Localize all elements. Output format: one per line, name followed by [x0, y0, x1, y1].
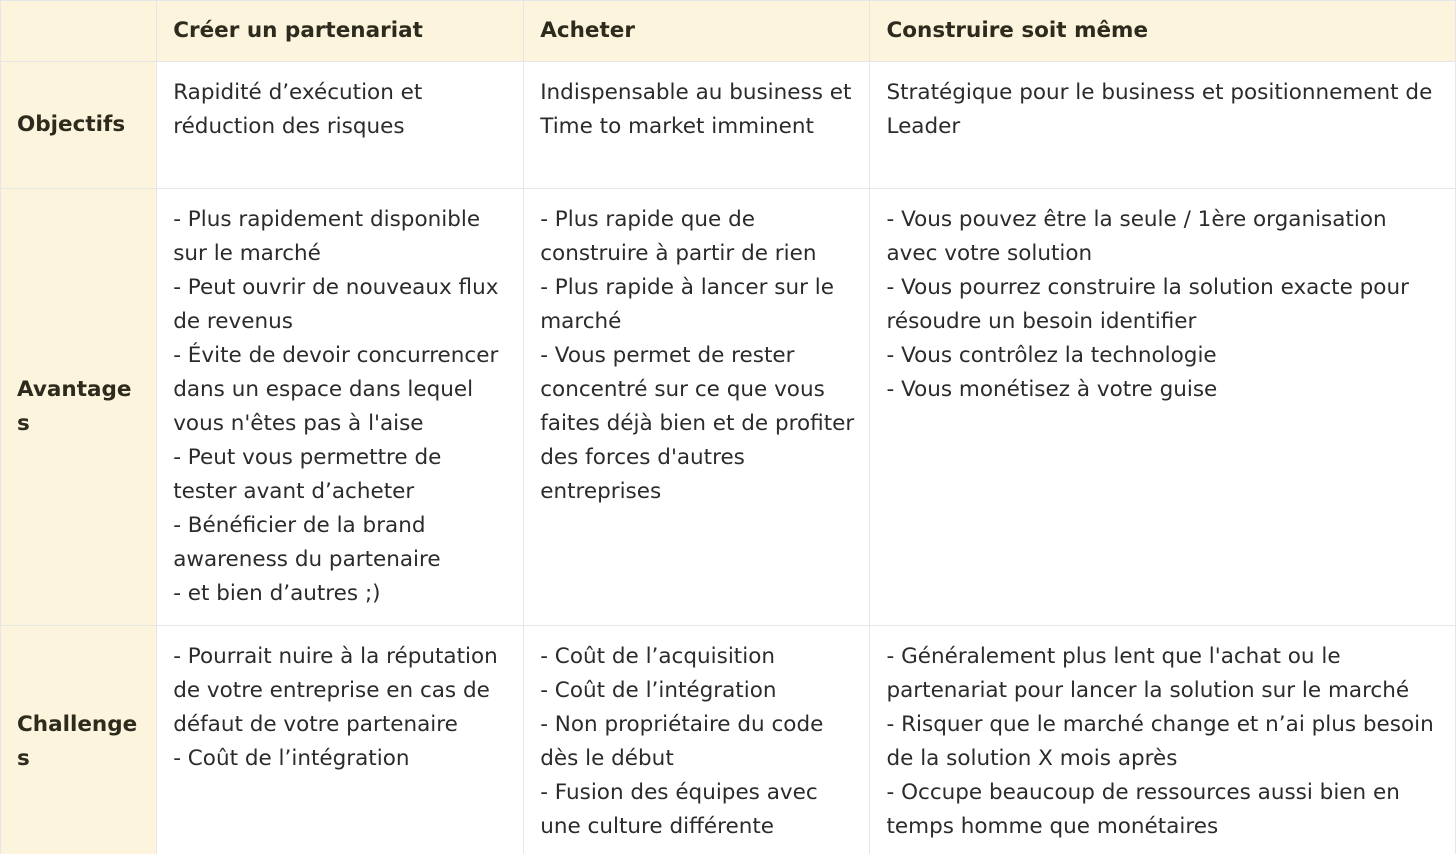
cell-line: Rapidité d’exécution et réduction des risques [173, 80, 423, 139]
cell-line: - Vous contrôlez la technologie [886, 343, 1217, 368]
cell-avantages-acheter [524, 189, 870, 626]
cell-line: - Peut ouvrir de nouveaux flux de revenus [173, 275, 499, 334]
cell-line: - Évite de devoir concurrencer dans un espace dans lequel vous n'êtes pas à l'aise [173, 343, 499, 436]
cell-line: - Coût de l’acquisition [540, 644, 775, 669]
cell-objectifs-construire [870, 62, 1456, 189]
cell-line: - Coût de l’intégration [540, 678, 777, 703]
cell-line: - Occupe beaucoup de ressources aussi bien en temps homme que monétaires [886, 780, 1400, 839]
cell-challenges-acheter [524, 626, 870, 854]
row-objectifs [1, 62, 1456, 189]
cell-line: - Plus rapide à lancer sur le marché [540, 275, 834, 334]
row-label-avantages: Avantages [1, 189, 157, 626]
cell-line: - Peut vous permettre de tester avant d’acheter [173, 445, 442, 504]
row-challenges [1, 626, 1456, 854]
cell-objectifs-acheter [524, 62, 870, 189]
cell-line: - Vous pouvez être la seule / 1ère organisation avec votre solution [886, 207, 1387, 266]
cell-line: Stratégique pour le business et positionnement de Leader [886, 80, 1433, 139]
cell-line: - Vous permet de rester concentré sur ce que vous faites déjà bien et de profiter des forces d'autres entreprises [540, 343, 855, 504]
cell-line: - Risquer que le marché change et n’ai plus besoin de la solution X mois après [886, 712, 1434, 771]
cell-avantages-construire [870, 189, 1456, 626]
cell-line: - Généralement plus lent que l'achat ou le partenariat pour lancer la solution sur le marché [886, 644, 1410, 703]
cell-line: - Pourrait nuire à la réputation de votre entreprise en cas de défaut de votre partenaire [173, 644, 498, 737]
cell-line: - Vous pourrez construire la solution exacte pour résoudre un besoin identifier [886, 275, 1409, 334]
row-label-challenges: Challenges [1, 626, 157, 854]
cell-line: - et bien d’autres ;) [173, 581, 381, 606]
cell-line: Indispensable au business et Time to market imminent [540, 80, 852, 139]
row-label-objectifs: Objectifs [1, 62, 157, 189]
column-header-construire: Construire soit même [870, 1, 1456, 62]
cell-line: - Non propriétaire du code dès le début [540, 712, 824, 771]
cell-challenges-partenariat [157, 626, 524, 854]
cell-line: - Vous monétisez à votre guise [886, 377, 1218, 402]
header-row [1, 1, 1456, 62]
cell-line: - Plus rapidement disponible sur le marché [173, 207, 481, 266]
cell-challenges-construire [870, 626, 1456, 854]
cell-line: - Bénéficier de la brand awareness du partenaire [173, 513, 441, 572]
cell-line: - Coût de l’intégration [173, 746, 410, 771]
column-header-partenariat: Créer un partenariat [157, 1, 524, 62]
cell-objectifs-partenariat [157, 62, 524, 189]
cell-line: - Plus rapide que de construire à partir de rien [540, 207, 817, 266]
cell-avantages-partenariat [157, 189, 524, 626]
cell-line: - Fusion des équipes avec une culture différente [540, 780, 818, 839]
column-header-acheter: Acheter [524, 1, 870, 62]
header-corner-cell [1, 1, 157, 62]
row-avantages [1, 189, 1456, 626]
